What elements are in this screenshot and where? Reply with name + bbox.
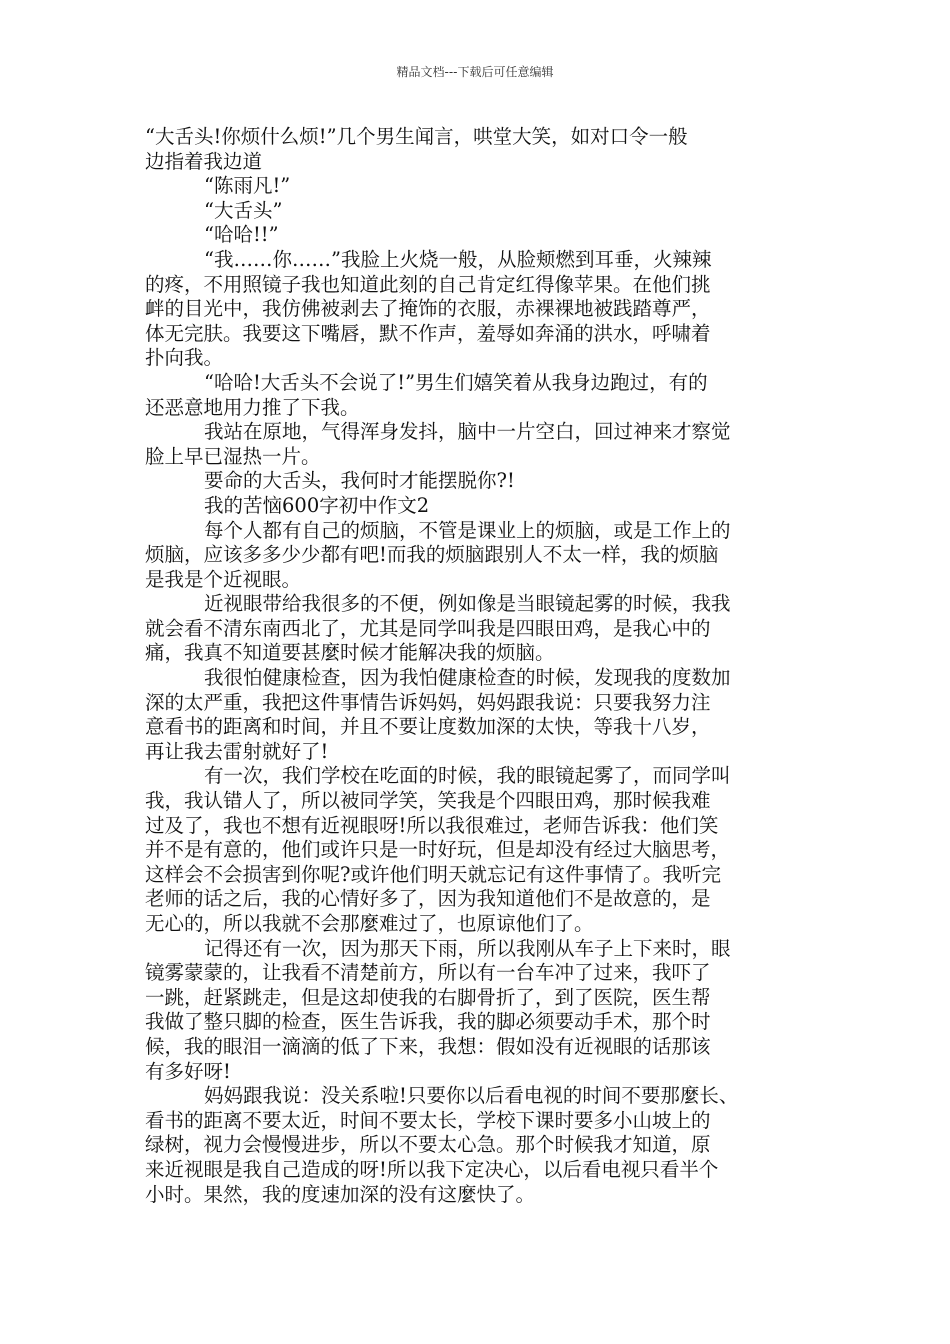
text-line: “大舌头”	[204, 198, 283, 222]
text-line: “哈哈!大舌头不会说了!”男生们嬉笑着从我身边跑过，有的	[204, 370, 708, 394]
text-line: 边指着我边道	[145, 149, 263, 173]
text-line: 近视眼带给我很多的不便，例如像是当眼镜起雾的时候，我我	[204, 592, 731, 616]
text-line: “哈哈!!”	[204, 223, 279, 247]
text-line: 扑向我。	[145, 346, 224, 370]
text-line: 还恶意地用力推了下我。	[145, 395, 360, 419]
text-line: 烦脑，应该多多少少都有吧!而我的烦脑跟别人不太一样，我的烦脑	[145, 543, 719, 567]
text-line: 无心的，所以我就不会那麼难过了，也原谅他们了。	[145, 912, 594, 935]
text-line: 并不是有意的，他们或许只是一时好玩，但是却没有经过大脑思考，	[145, 838, 731, 862]
text-line: “大舌头!你烦什么烦!”几个男生闻言，哄堂大笑，如对口令一般	[145, 125, 688, 148]
text-line: 要命的大舌头，我何时才能摆脱你?!	[204, 469, 515, 493]
text-line: 是我是个近视眼。	[145, 567, 302, 591]
text-line: 我很怕健康检查，因为我怕健康检查的时候，发现我的度数加	[204, 666, 731, 690]
text-line: 候，我的眼泪一滴滴的低了下来，我想：假如没有近视眼的话那该	[145, 1034, 711, 1058]
text-line: 这样会不会损害到你呢?或许他们明天就忘记有这件事情了。我听完	[145, 862, 721, 886]
text-line: 我，我认错人了，所以被同学笑，笑我是个四眼田鸡，那时候我难	[145, 789, 711, 813]
text-line: 妈妈跟我说：没关系啦!只要你以后看电视的时间不要那麼长、	[204, 1084, 739, 1108]
text-line: 我做了整只脚的检查，医生告诉我，我的脚必须要动手术，那个时	[145, 1010, 711, 1034]
text-line: “我……你……”我脸上火烧一般，从脸颊燃到耳垂，火辣辣	[204, 247, 712, 271]
text-line: 衅的目光中，我仿佛被剥去了掩饰的衣服，赤裸裸地被践踏尊严，	[145, 297, 711, 321]
text-line: 老师的话之后，我的心情好多了，因为我知道他们不是故意的，是	[145, 887, 711, 911]
text-line: “陈雨凡!”	[204, 174, 291, 198]
text-line: 就会看不清东南西北了，尤其是同学叫我是四眼田鸡，是我心中的	[145, 616, 711, 640]
section-title: 我的苦恼600字初中作文2	[204, 493, 430, 517]
text-line: 小时。果然，我的度速加深的没有这麼快了。	[145, 1182, 536, 1206]
text-line: 来近视眼是我自己造成的呀!所以我下定决心，以后看电视只看半个	[145, 1157, 719, 1181]
document-body	[145, 125, 815, 1207]
page-header: 精品文档---下载后可任意编辑	[396, 65, 554, 79]
text-line: 有一次，我们学校在吃面的时候，我的眼镜起雾了，而同学叫	[204, 764, 731, 788]
text-line: 的疼，不用照镜子我也知道此刻的自己肯定红得像苹果。在他们挑	[145, 272, 711, 296]
text-line: 我站在原地，气得浑身发抖，脑中一片空白，回过神来才察觉	[204, 420, 731, 444]
text-line: 深的太严重，我把这件事情告诉妈妈，妈妈跟我说：只要我努力注	[145, 690, 711, 714]
text-line: 有多好呀!	[145, 1059, 231, 1083]
text-line: 体无完肤。我要这下嘴唇，默不作声，羞辱如奔涌的洪水，呼啸着	[145, 321, 711, 345]
text-line: 绿树，视力会慢慢进步，所以不要太心急。那个时候我才知道，原	[145, 1133, 711, 1157]
text-line: 痛，我真不知道要甚麼时候才能解决我的烦脑。	[145, 641, 555, 665]
text-line: 记得还有一次，因为那天下雨，所以我刚从车子上下来时，眼	[204, 936, 731, 960]
text-line: 再让我去雷射就好了!	[145, 739, 329, 763]
text-line: 脸上早已湿热一片。	[145, 444, 321, 468]
text-line: 一跳，赶紧跳走，但是这却使我的右脚骨折了，到了医院，医生帮	[145, 985, 711, 1009]
text-line: 意看书的距离和时间，并且不要让度数加深的太快，等我十八岁，	[145, 715, 711, 739]
text-line: 看书的距离不要太近，时间不要太长，学校下课时要多小山坡上的	[145, 1108, 711, 1132]
text-line: 镜雾蒙蒙的，让我看不清楚前方，所以有一台车冲了过来，我吓了	[145, 961, 711, 985]
text-line: 每个人都有自己的烦脑，不管是课业上的烦脑，或是工作上的	[204, 518, 731, 542]
text-line: 过及了，我也不想有近视眼呀!所以我很难过，老师告诉我：他们笑	[145, 813, 719, 837]
